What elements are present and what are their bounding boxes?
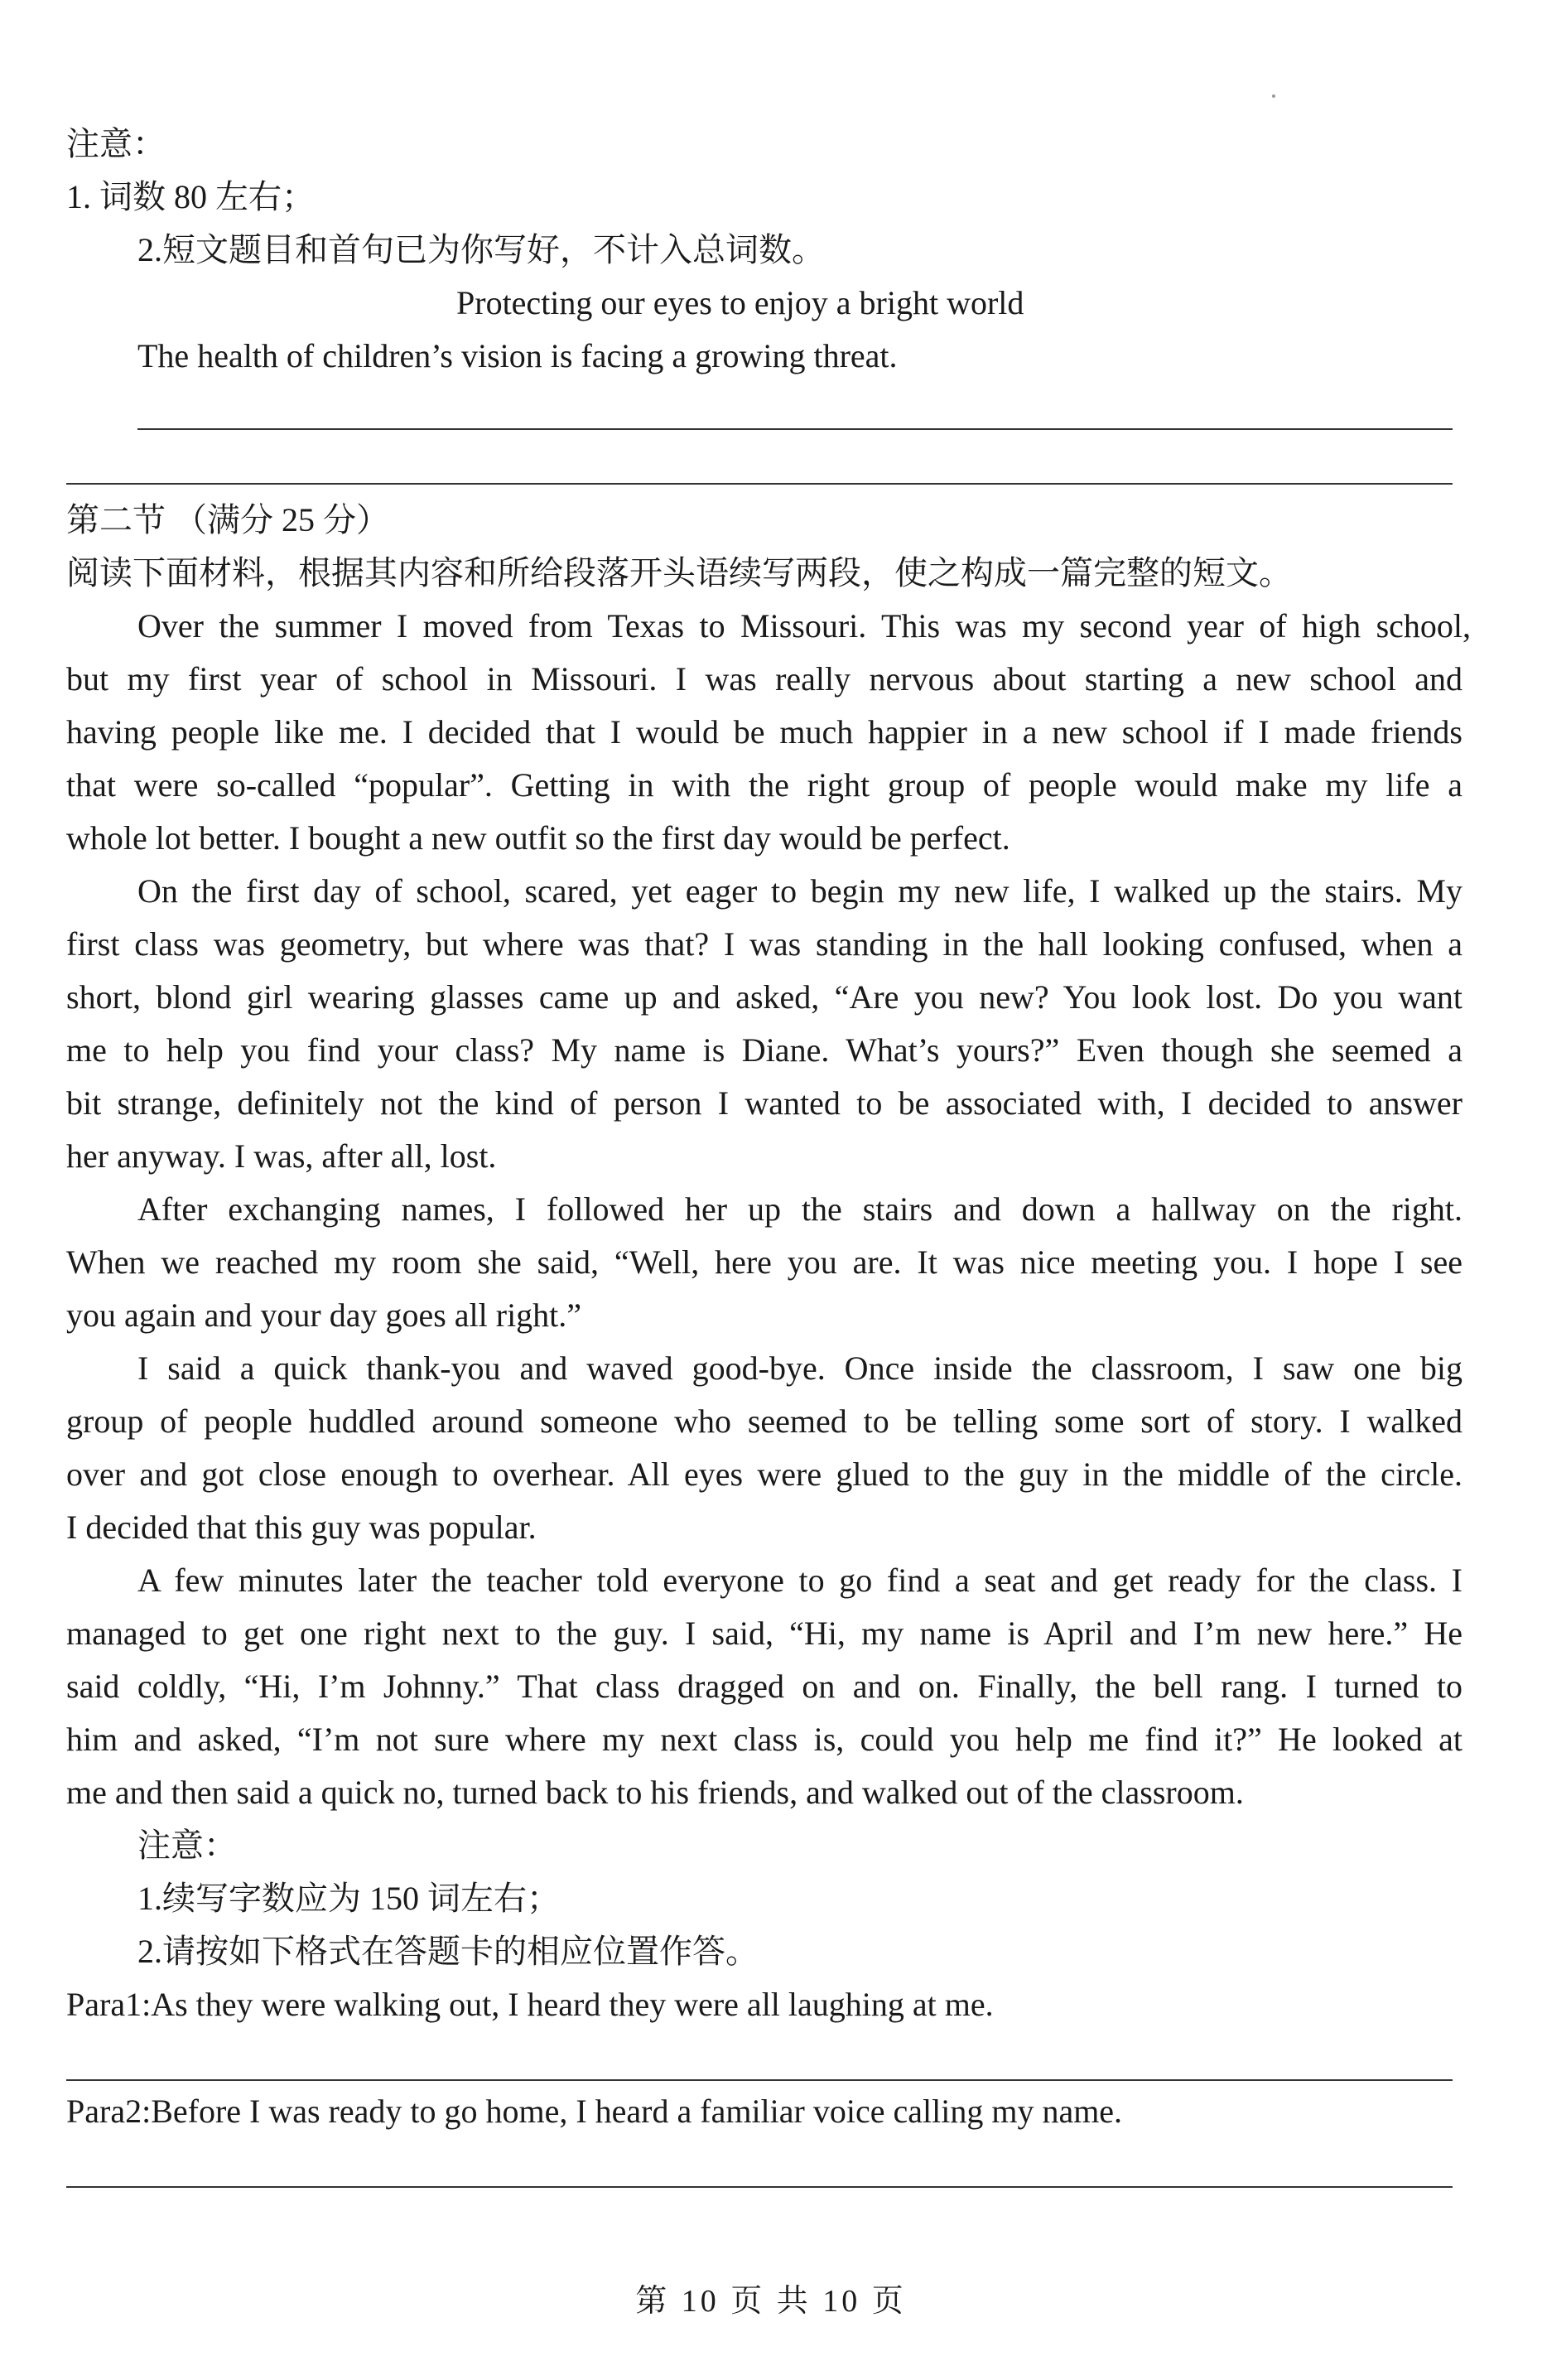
passage-line: me and then said a quick no, turned back to his friends, and walked out of the classroom. (66, 1774, 1244, 1811)
note-continuation-word-count: 1.续写字数应为 150 词左右； (137, 1880, 560, 1917)
passage-line: group of people huddled around someone who seemed to be telling some sort of story. I walked (66, 1402, 1462, 1440)
passage-line: short, blond girl wearing glasses came up and asked, “Are you new? You look lost. Do you want (66, 978, 1462, 1016)
passage-line: After exchanging names, I followed her up the stairs and down a hallway on the right. (137, 1190, 1462, 1228)
section-instruction: 阅读下面材料，根据其内容和所给段落开头语续写两段，使之构成一篇完整的短文。 (66, 554, 1292, 591)
page-number: 第 10 页 共 10 页 (635, 2284, 907, 2319)
para1-answer-line (66, 2079, 1453, 2081)
passage-line: first class was geometry, but where was that? I was standing in the hall looking confused, when a (66, 925, 1462, 963)
passage-line: me to help you find your class? My name is Diane. What’s yours?” Even though she seemed a (66, 1031, 1462, 1069)
answer-line-2 (66, 483, 1453, 485)
section-heading: 第二节 （满分 25 分） (66, 501, 389, 538)
note-answer-format: 2.请按如下格式在答题卡的相应位置作答。 (137, 1933, 759, 1970)
essay-title: Protecting our eyes to enjoy a bright world (456, 284, 1024, 321)
note-title-given: 2.短文题目和首句已为你写好，不计入总词数。 (137, 231, 825, 268)
passage-line: I said a quick thank-you and waved good-bye. Once inside the classroom, I saw one big (137, 1349, 1462, 1387)
passage-line: her anyway. I was, after all, lost. (66, 1137, 497, 1175)
passage-line: When we reached my room she said, “Well, here you are. It was nice meeting you. I hope I see (66, 1243, 1462, 1281)
answer-line-1 (137, 428, 1453, 430)
passage-line: but my first year of school in Missouri. I was really nervous about starting a new school and (66, 660, 1462, 698)
para1-opening: Para1:As they were walking out, I heard they were all laughing at me. (66, 1986, 994, 2023)
essay-first-sentence: The health of children’s vision is facing a growing threat. (137, 337, 898, 374)
passage-line: whole lot better. I bought a new outfit so the first day would be perfect. (66, 819, 1010, 857)
passage-line: On the first day of school, scared, yet eager to begin my new life, I walked up the stairs. My (137, 872, 1462, 910)
passage-line: that were so-called “popular”. Getting in with the right group of people would make my life a (66, 766, 1462, 804)
passage-line: said coldly, “Hi, I’m Johnny.” That class dragged on and on. Finally, the bell rang. I turned to (66, 1668, 1462, 1705)
passage-line: having people like me. I decided that I would be much happier in a new school if I made friends (66, 713, 1462, 751)
para2-answer-line (66, 2186, 1453, 2188)
passage-line: you again and your day goes all right.” (66, 1296, 582, 1334)
passage-line: Over the summer I moved from Texas to Missouri. This was my second year of high school, (137, 607, 1471, 644)
passage-line: over and got close enough to overhear. All eyes were glued to the guy in the middle of the circle. (66, 1456, 1462, 1493)
passage-line: bit strange, definitely not the kind of person I wanted to be associated with, I decided to answer (66, 1084, 1462, 1122)
passage-line: him and asked, “I’m not sure where my next class is, could you help me find it?” He looked at (66, 1721, 1462, 1758)
note-heading-2: 注意： (137, 1827, 237, 1864)
passage-line: managed to get one right next to the guy. I said, “Hi, my name is April and I’m new here.” He (66, 1615, 1462, 1652)
passage-line: I decided that this guy was popular. (66, 1509, 537, 1546)
scan-speck (1272, 94, 1275, 98)
passage-line: A few minutes later the teacher told everyone to go find a seat and get ready for the class. I (137, 1562, 1462, 1599)
para2-opening: Para2:Before I was ready to go home, I heard a familiar voice calling my name. (66, 2093, 1123, 2130)
note-heading-1: 注意： (66, 125, 166, 162)
note-word-count: 1. 词数 80 左右； (66, 178, 315, 215)
